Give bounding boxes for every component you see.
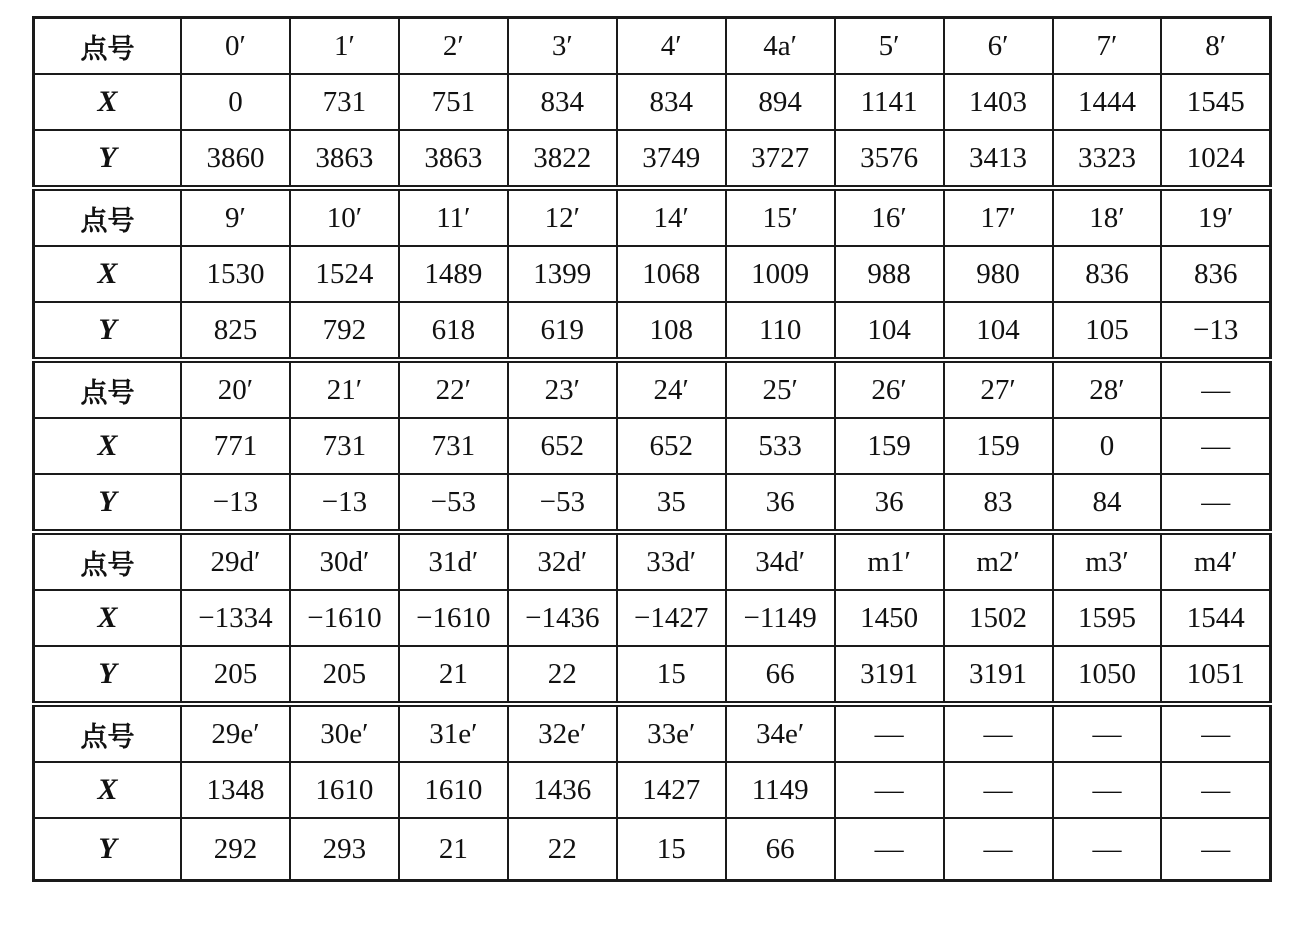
y-value-cell: 83 <box>944 474 1053 532</box>
x-value-cell: 1403 <box>944 74 1053 130</box>
x-value-cell: −1610 <box>290 590 399 646</box>
y-coordinate-row <box>34 818 1271 881</box>
y-value-cell: 22 <box>508 818 617 881</box>
point-number-cell: — <box>1161 704 1270 762</box>
y-value-cell: 15 <box>617 646 726 704</box>
row-label: X <box>34 74 182 130</box>
x-value-cell: −1334 <box>181 590 290 646</box>
row-label: X <box>34 246 182 302</box>
point-number-cell: 28′ <box>1053 360 1162 418</box>
y-value-cell: — <box>1161 818 1270 881</box>
x-value-cell: 159 <box>944 418 1053 474</box>
x-value-cell: 731 <box>290 418 399 474</box>
point-number-cell: 2′ <box>399 18 508 75</box>
x-value-cell: 1348 <box>181 762 290 818</box>
point-number-cell: m4′ <box>1161 532 1270 590</box>
point-number-cell: m1′ <box>835 532 944 590</box>
x-value-cell: 652 <box>508 418 617 474</box>
y-value-cell: 205 <box>181 646 290 704</box>
table-body <box>34 18 1271 881</box>
y-value-cell: — <box>835 818 944 881</box>
x-value-cell: 834 <box>508 74 617 130</box>
point-number-row <box>34 704 1271 762</box>
point-number-cell: 3′ <box>508 18 617 75</box>
x-value-cell: 1450 <box>835 590 944 646</box>
y-value-cell: 3749 <box>617 130 726 188</box>
x-coordinate-row <box>34 590 1271 646</box>
y-value-cell: −13 <box>1161 302 1270 360</box>
point-number-cell: 17′ <box>944 188 1053 246</box>
x-value-cell: — <box>944 762 1053 818</box>
x-value-cell: 1610 <box>399 762 508 818</box>
point-number-cell: 8′ <box>1161 18 1270 75</box>
y-value-cell: 3413 <box>944 130 1053 188</box>
x-value-cell: 834 <box>617 74 726 130</box>
row-label: 点号 <box>34 188 182 246</box>
y-value-cell: 792 <box>290 302 399 360</box>
row-label: X <box>34 590 182 646</box>
point-number-cell: 15′ <box>726 188 835 246</box>
x-value-cell: 980 <box>944 246 1053 302</box>
point-number-cell: 30d′ <box>290 532 399 590</box>
row-label: X <box>34 762 182 818</box>
y-value-cell: 21 <box>399 646 508 704</box>
point-number-cell: 32d′ <box>508 532 617 590</box>
point-number-cell: 18′ <box>1053 188 1162 246</box>
x-coordinate-row <box>34 246 1271 302</box>
x-value-cell: 988 <box>835 246 944 302</box>
point-number-cell: — <box>835 704 944 762</box>
y-value-cell: 3863 <box>290 130 399 188</box>
point-number-row <box>34 532 1271 590</box>
y-value-cell: 36 <box>835 474 944 532</box>
row-label: 点号 <box>34 704 182 762</box>
x-value-cell: 533 <box>726 418 835 474</box>
point-number-cell: 33e′ <box>617 704 726 762</box>
point-number-cell: 4′ <box>617 18 726 75</box>
point-number-cell: 27′ <box>944 360 1053 418</box>
row-label: 点号 <box>34 360 182 418</box>
y-value-cell: 22 <box>508 646 617 704</box>
x-value-cell: 1009 <box>726 246 835 302</box>
x-value-cell: 731 <box>399 418 508 474</box>
x-value-cell: 1427 <box>617 762 726 818</box>
x-value-cell: −1427 <box>617 590 726 646</box>
y-value-cell: 205 <box>290 646 399 704</box>
y-value-cell: 110 <box>726 302 835 360</box>
point-number-cell: 9′ <box>181 188 290 246</box>
y-value-cell: 66 <box>726 646 835 704</box>
y-value-cell: 1024 <box>1161 130 1270 188</box>
y-value-cell: 618 <box>399 302 508 360</box>
row-label: X <box>34 418 182 474</box>
x-value-cell: — <box>1053 762 1162 818</box>
y-value-cell: 1050 <box>1053 646 1162 704</box>
row-label: Y <box>34 302 182 360</box>
x-value-cell: — <box>1161 418 1270 474</box>
point-number-cell: 20′ <box>181 360 290 418</box>
y-coordinate-row <box>34 302 1271 360</box>
x-value-cell: 652 <box>617 418 726 474</box>
coordinate-table <box>32 16 1272 882</box>
point-number-cell: 22′ <box>399 360 508 418</box>
point-number-cell: 34d′ <box>726 532 835 590</box>
point-number-cell: 10′ <box>290 188 399 246</box>
y-value-cell: 3191 <box>944 646 1053 704</box>
point-number-cell: 24′ <box>617 360 726 418</box>
x-value-cell: −1436 <box>508 590 617 646</box>
x-coordinate-row <box>34 418 1271 474</box>
x-value-cell: 836 <box>1161 246 1270 302</box>
y-value-cell: 293 <box>290 818 399 881</box>
y-coordinate-row <box>34 130 1271 188</box>
point-number-cell: m3′ <box>1053 532 1162 590</box>
x-value-cell: 1610 <box>290 762 399 818</box>
point-number-cell: 25′ <box>726 360 835 418</box>
y-value-cell: 21 <box>399 818 508 881</box>
y-coordinate-row <box>34 474 1271 532</box>
x-value-cell: 1489 <box>399 246 508 302</box>
point-number-cell: 1′ <box>290 18 399 75</box>
row-label: 点号 <box>34 18 182 75</box>
y-value-cell: 3191 <box>835 646 944 704</box>
point-number-cell: 11′ <box>399 188 508 246</box>
point-number-cell: m2′ <box>944 532 1053 590</box>
point-number-cell: 31e′ <box>399 704 508 762</box>
y-value-cell: 104 <box>944 302 1053 360</box>
x-coordinate-row <box>34 74 1271 130</box>
y-value-cell: 66 <box>726 818 835 881</box>
point-number-cell: 14′ <box>617 188 726 246</box>
x-value-cell: 1436 <box>508 762 617 818</box>
point-number-row <box>34 360 1271 418</box>
point-number-cell: 29d′ <box>181 532 290 590</box>
row-label: Y <box>34 818 182 881</box>
x-value-cell: 894 <box>726 74 835 130</box>
point-number-cell: 5′ <box>835 18 944 75</box>
x-value-cell: −1149 <box>726 590 835 646</box>
x-value-cell: 1545 <box>1161 74 1270 130</box>
x-value-cell: 1544 <box>1161 590 1270 646</box>
point-number-cell: 4a′ <box>726 18 835 75</box>
point-number-cell: 33d′ <box>617 532 726 590</box>
point-number-cell: 34e′ <box>726 704 835 762</box>
y-value-cell: 108 <box>617 302 726 360</box>
y-value-cell: −53 <box>399 474 508 532</box>
point-number-cell: 12′ <box>508 188 617 246</box>
point-number-cell: 26′ <box>835 360 944 418</box>
point-number-cell: 19′ <box>1161 188 1270 246</box>
row-label: Y <box>34 646 182 704</box>
point-number-row <box>34 188 1271 246</box>
point-number-cell: — <box>944 704 1053 762</box>
y-value-cell: 3727 <box>726 130 835 188</box>
x-value-cell: 1530 <box>181 246 290 302</box>
point-number-cell: 21′ <box>290 360 399 418</box>
x-value-cell: 771 <box>181 418 290 474</box>
point-number-cell: 32e′ <box>508 704 617 762</box>
y-value-cell: — <box>1161 474 1270 532</box>
y-value-cell: −13 <box>290 474 399 532</box>
row-label: Y <box>34 474 182 532</box>
x-value-cell: 1399 <box>508 246 617 302</box>
point-number-cell: 23′ <box>508 360 617 418</box>
x-value-cell: 1524 <box>290 246 399 302</box>
y-value-cell: 35 <box>617 474 726 532</box>
point-number-cell: 0′ <box>181 18 290 75</box>
point-number-row <box>34 18 1271 75</box>
y-value-cell: 825 <box>181 302 290 360</box>
y-value-cell: 1051 <box>1161 646 1270 704</box>
x-value-cell: 836 <box>1053 246 1162 302</box>
y-value-cell: — <box>1053 818 1162 881</box>
y-value-cell: 15 <box>617 818 726 881</box>
y-coordinate-row <box>34 646 1271 704</box>
y-value-cell: −13 <box>181 474 290 532</box>
x-value-cell: 751 <box>399 74 508 130</box>
row-label: 点号 <box>34 532 182 590</box>
y-value-cell: — <box>944 818 1053 881</box>
point-number-cell: 29e′ <box>181 704 290 762</box>
point-number-cell: 7′ <box>1053 18 1162 75</box>
y-value-cell: 84 <box>1053 474 1162 532</box>
point-number-cell: 16′ <box>835 188 944 246</box>
point-number-cell: 30e′ <box>290 704 399 762</box>
x-value-cell: −1610 <box>399 590 508 646</box>
x-value-cell: 731 <box>290 74 399 130</box>
x-value-cell: 1502 <box>944 590 1053 646</box>
point-number-cell: — <box>1053 704 1162 762</box>
x-value-cell: 1068 <box>617 246 726 302</box>
x-value-cell: 1595 <box>1053 590 1162 646</box>
x-value-cell: 1149 <box>726 762 835 818</box>
x-coordinate-row <box>34 762 1271 818</box>
y-value-cell: 3323 <box>1053 130 1162 188</box>
point-number-cell: 31d′ <box>399 532 508 590</box>
y-value-cell: 3822 <box>508 130 617 188</box>
x-value-cell: — <box>835 762 944 818</box>
y-value-cell: 619 <box>508 302 617 360</box>
x-value-cell: 0 <box>1053 418 1162 474</box>
y-value-cell: 292 <box>181 818 290 881</box>
y-value-cell: 105 <box>1053 302 1162 360</box>
x-value-cell: 0 <box>181 74 290 130</box>
x-value-cell: 1444 <box>1053 74 1162 130</box>
y-value-cell: −53 <box>508 474 617 532</box>
y-value-cell: 36 <box>726 474 835 532</box>
point-number-cell: — <box>1161 360 1270 418</box>
point-number-cell: 6′ <box>944 18 1053 75</box>
x-value-cell: 1141 <box>835 74 944 130</box>
x-value-cell: 159 <box>835 418 944 474</box>
x-value-cell: — <box>1161 762 1270 818</box>
y-value-cell: 104 <box>835 302 944 360</box>
y-value-cell: 3576 <box>835 130 944 188</box>
y-value-cell: 3863 <box>399 130 508 188</box>
row-label: Y <box>34 130 182 188</box>
y-value-cell: 3860 <box>181 130 290 188</box>
